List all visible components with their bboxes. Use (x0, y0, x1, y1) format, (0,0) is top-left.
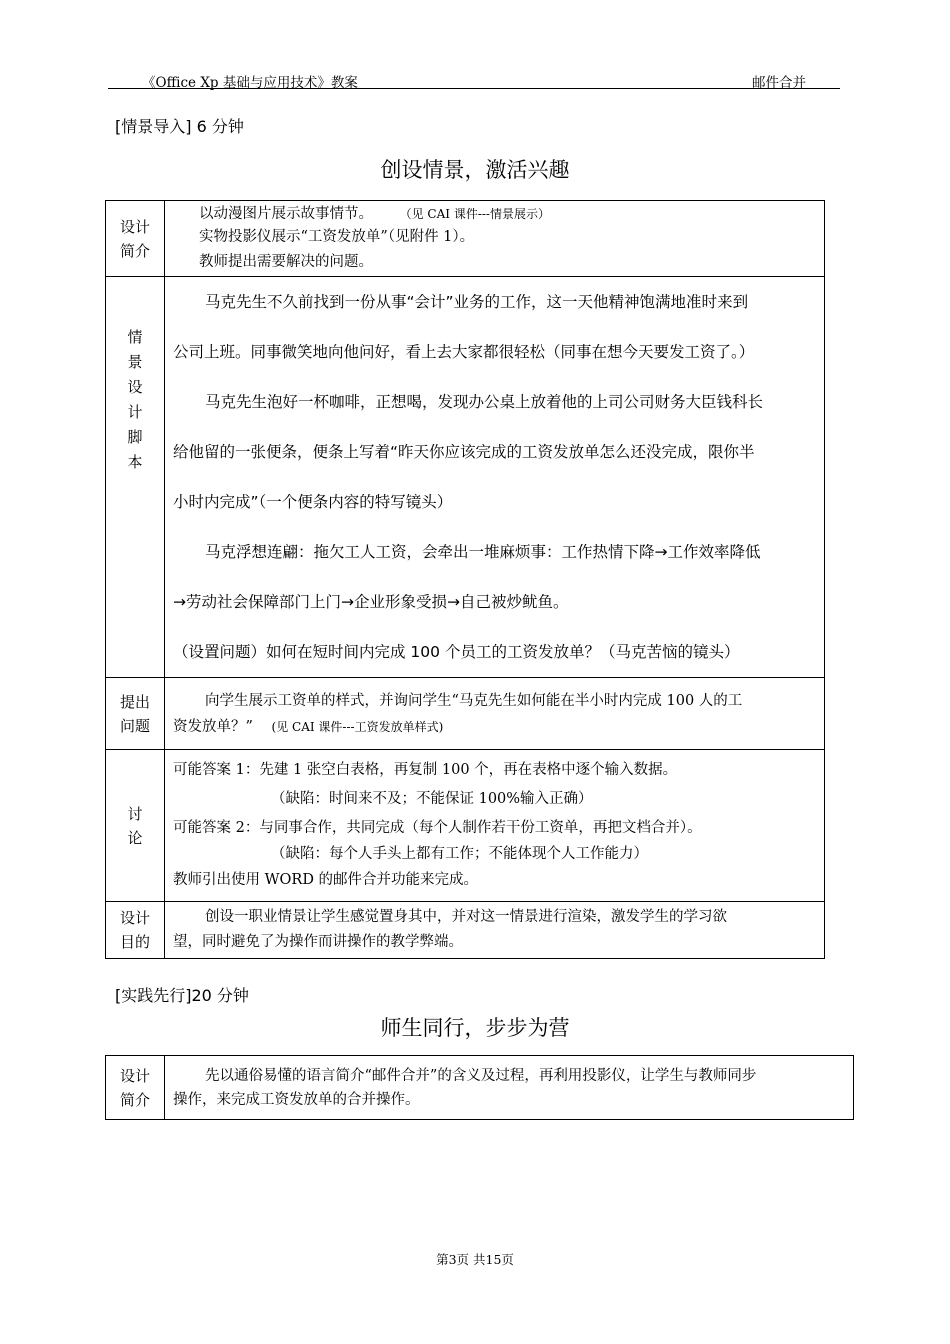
header-doc-title: 《Office Xp 基础与应用技术》教案 (142, 75, 358, 91)
page-number: 第3页 共15页 (436, 1252, 514, 1267)
row-practice-design-intro (106, 1056, 854, 1120)
script-line: 小时内完成”（一个便条内容的特写镜头） (173, 493, 453, 511)
header-chapter: 邮件合并 (752, 75, 806, 91)
row-label-practice-design-intro: 设计 简介 (106, 1056, 165, 1120)
section-title-practice: 师生同行，步步为营 (380, 1016, 570, 1040)
practice-design-intro-content: 先以通俗易懂的语言简介“邮件合并”的含义及过程，再利用投影仪，让学生与教师同步 操作，来完成工资发放单的合并操作。 (165, 1056, 854, 1120)
script-line: 马克先生不久前找到一份从事“会计”业务的工作，这一天他精神饱满地准时来到 (205, 293, 749, 311)
row-script (106, 277, 825, 678)
section-label-scenario: [情景导入] 6 分钟 (115, 117, 244, 136)
row-label-question: 提出 问题 (106, 678, 165, 750)
row-design-intro (106, 201, 825, 277)
script-line: （设置问题）如何在短时间内完成 100 个员工的工资发放单？（马克苦恼的镜头） (173, 643, 740, 661)
row-discussion (106, 750, 825, 902)
script-line: 公司上班。同事微笑地向他问好，看上去大家都很轻松（同事在想今天要发工资了。） (173, 343, 755, 361)
row-label-script: 情 景 设 计 脚 本 (106, 277, 165, 678)
cai-note: (见 CAI 课件---工资发放单样式) (271, 719, 444, 734)
purpose-content: 创设一职业情景让学生感觉置身其中，并对这一情景进行渲染，激发学生的学习欲 望，同时避免了为操作而讲操作的教学弊端。 (165, 902, 825, 959)
row-question (106, 678, 825, 750)
section-label-practice: [实践先行]20 分钟 (115, 986, 249, 1005)
script-line: →劳动社会保障部门上门→企业形象受损→自己被炒鱿鱼。 (173, 593, 569, 611)
row-purpose (106, 902, 825, 959)
row-label-discussion: 讨 论 (106, 750, 165, 902)
row-label-purpose: 设计 目的 (106, 902, 165, 959)
section-title-scenario: 创设情景，激活兴趣 (380, 158, 570, 182)
practice-table (105, 1055, 854, 1120)
scenario-table (105, 200, 825, 959)
cai-note: （见 CAI 课件---情景展示） (399, 207, 550, 221)
script-line: 给他留的一张便条，便条上写着“昨天你应该完成的工资发放单怎么还没完成，限你半 (173, 443, 755, 461)
script-line: 马克浮想连翩：拖欠工人工资，会牵出一堆麻烦事：工作热情下降→工作效率降低 (205, 543, 761, 561)
script-content (165, 277, 825, 678)
discussion-content: 可能答案 1：先建 1 张空白表格，再复制 100 个，再在表格中逐个输入数据。 （缺陷：时间来不及；不能保证 100%输入正确） 可能答案 2：与同事合作，共同完成（每个人制作若干份工资单，再把文档合并）。 （缺陷：每个人手头上都有工作；不能体现个人工作能力） 教师引出使用 WORD 的邮件合并功能来完成。 (165, 750, 825, 902)
script-line: 马克先生泡好一杯咖啡，正想喝，发现办公桌上放着他的上司公司财务大臣钱科长 (205, 393, 764, 411)
question-content: 向学生展示工资单的样式，并询问学生“马克先生如何能在半小时内完成 100 人的工 资发放单？” (见 CAI 课件---工资发放单样式) (165, 678, 825, 750)
design-intro-content: 以动漫图片展示故事情节。 （见 CAI 课件---情景展示） 实物投影仪展示“工资发放单”（见附件 1）。 教师提出需要解决的问题。 (165, 201, 825, 277)
page-header (108, 70, 840, 89)
row-label-design-intro: 设计 简介 (106, 201, 165, 277)
